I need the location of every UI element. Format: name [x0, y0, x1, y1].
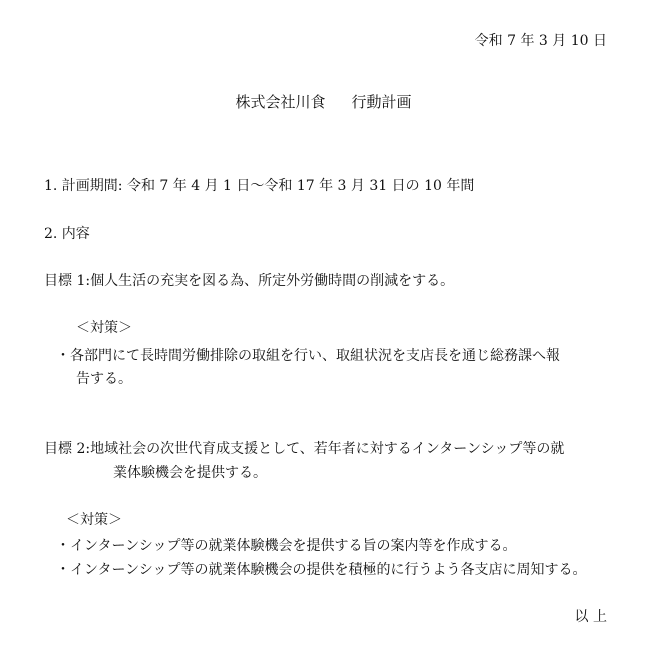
measures-1-item-line-1: ・各部門にて長時間労働排除の取組を行い、取組状況を支店長を通じ総務課へ報 [56, 348, 560, 364]
goal-2-line-1: 目標 2:地域社会の次世代育成支援として、若年者に対するインターンシップ等の就 [44, 441, 565, 457]
goal-1: 目標 1:個人生活の充実を図る為、所定外労働時間の削減をする。 [44, 273, 455, 289]
measures-1-heading: ＜対策＞ [76, 320, 132, 336]
measures-1-item-line-2: 告する。 [76, 371, 132, 387]
document-date: 令和 7 年 3 月 10 日 [474, 33, 607, 49]
measures-2-item-2: ・インターンシップ等の就業体験機会の提供を積極的に行うよう各支店に周知する。 [56, 562, 587, 578]
content-heading: 2. 内容 [44, 226, 90, 242]
closing-mark: 以 上 [574, 609, 607, 625]
title-plan: 行動計画 [351, 93, 412, 111]
goal-2-line-2: 業体験機会を提供する。 [113, 465, 267, 481]
document-title [0, 92, 647, 112]
title-company: 株式会社川食 [235, 93, 326, 111]
measures-2-item-1: ・インターンシップ等の就業体験機会を提供する旨の案内等を作成する。 [56, 538, 517, 554]
plan-period: 1. 計画期間: 令和 7 年 4 月 1 日～令和 17 年 3 月 31 日の 10 年間 [44, 178, 475, 194]
measures-2-heading: ＜対策＞ [66, 512, 122, 528]
